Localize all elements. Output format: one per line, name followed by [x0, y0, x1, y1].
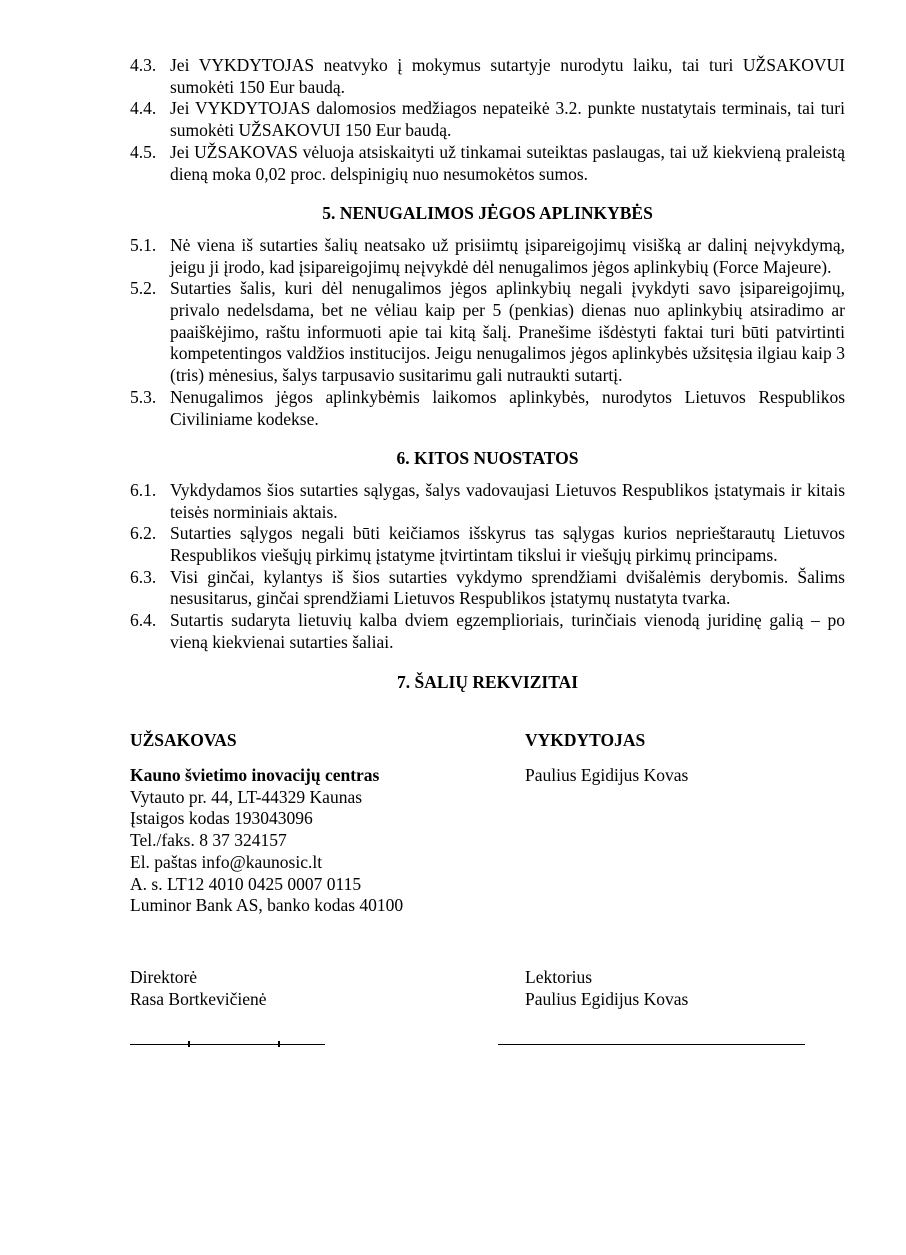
contractor-signature-cell: [525, 1010, 845, 1045]
clause-6-1: [130, 480, 845, 523]
clause-text: Visi ginčai, kylantys iš šios sutarties vykdymo sprendžiami dvišalėmis derybomis. Šalims nesusitarus, ginčai sprendžiami Lietuvos Respublikos įstatymų nustatyta tvarka.: [170, 566, 845, 609]
clause-text: Jei UŽSAKOVAS vėluoja atsiskaityti už tinkamai suteiktas paslaugas, tai už kiekvieną praleistą dieną moka 0,02 proc. delspinigių nuo nesumokėtos sumos.: [170, 141, 845, 184]
customer-signature: [130, 967, 525, 1010]
customer-header: UŽSAKOVAS: [130, 730, 237, 751]
parties-requisites: [130, 730, 845, 917]
clause-6-4: [130, 610, 845, 653]
clause-text: Nenugalimos jėgos aplinkybėmis laikomos aplinkybės, nurodytos Lietuvos Respublikos Civiliniame kodekse.: [170, 386, 845, 429]
section-heading-6: 6. KITOS NUOSTATOS: [396, 448, 579, 469]
section-heading-5: 5. NENUGALIMOS JĖGOS APLINKYBĖS: [322, 203, 653, 224]
contractor-column: [525, 730, 845, 917]
clause-5-3: [130, 387, 845, 430]
customer-signature-line: [130, 1044, 325, 1045]
customer-address: Vytauto pr. 44, LT-44329 Kaunas: [130, 786, 363, 807]
clause-number: 6.2.: [130, 523, 157, 544]
contractor-signature-line: [498, 1044, 805, 1045]
clause-6-2: [130, 523, 845, 566]
customer-signature-cell: [130, 1010, 525, 1045]
contractor-signer-role: Lektorius: [525, 966, 593, 987]
contractor-signature: [525, 967, 845, 1010]
customer-name: Kauno švietimo inovacijų centras: [130, 764, 380, 785]
clause-number: 4.3.: [130, 55, 157, 75]
clause-5-2: [130, 278, 845, 387]
customer-signer-name: Rasa Bortkevičienė: [130, 988, 267, 1009]
clause-text: Jei VYKDYTOJAS dalomosios medžiagos nepateikė 3.2. punkte nustatytais terminais, tai turi sumokėti UŽSAKOVUI 150 Eur baudą.: [170, 98, 845, 141]
customer-email: El. paštas info@kaunosic.lt: [130, 851, 323, 872]
clause-text: Sutartis sudaryta lietuvių kalba dviem egzemplioriais, turinčiais vienodą juridinę galią – po vieną kiekvienai sutarties šaliai.: [170, 610, 845, 652]
clause-4-3: [130, 55, 845, 98]
clause-5-1: [130, 235, 845, 278]
customer-phone: Tel./faks. 8 37 324157: [130, 830, 287, 851]
clause-number: 5.2.: [130, 278, 157, 299]
contractor-header: VYKDYTOJAS: [525, 730, 646, 751]
clause-number: 4.5.: [130, 141, 157, 162]
clause-number: 6.4.: [130, 610, 157, 631]
tick-mark: [188, 1041, 190, 1047]
clause-number: 6.1.: [130, 479, 157, 500]
contractor-signer-name: Paulius Egidijus Kovas: [525, 988, 689, 1009]
clause-text: Sutarties šalis, kuri dėl nenugalimos jėgos aplinkybių negali įvykdyti savo įsipareigojimų, privalo nedelsdama, bet ne vėliau kaip per 5 (penkias) dienas nuo aplinkybių atsiradimo ar paaiškėjimo, raštu informuoti apie tai kitą šalį. Pranešime išdėstyti faktai turi būti patvirtinti kompetentingos valdžios institucijos. Jeigu nenugalimos jėgos aplinkybės užsitęsia ilgiau kaip 3 (tris) mėnesius, šalys tarpusavio susitarimu gali nutraukti sutartį.: [170, 278, 845, 386]
customer-bank-account: A. s. LT12 4010 0425 0007 0115: [130, 873, 362, 894]
signature-block: [130, 967, 845, 1010]
clause-number: 5.3.: [130, 386, 157, 407]
clause-text: Nė viena iš sutarties šalių neatsako už prisiimtų įsipareigojimų visišką ar dalinį neįvykdymą, jeigu ji įrodo, kad įsipareigojimų neįvykdė dėl nenugalimos jėgos aplinkybių (Force Majeure).: [170, 234, 845, 277]
clause-text: Sutarties sąlygos negali būti keičiamos išskyrus tas sąlygas kurios neprieštarautų Lietuvos Respublikos viešųjų pirkimų įstatyme įtvirtintam tikslui ir viešųjų pirkimų principams.: [170, 523, 845, 566]
clause-4-4: [130, 98, 845, 141]
customer-column: [130, 730, 525, 917]
tick-mark: [278, 1041, 280, 1047]
signature-lines-row: [130, 1010, 845, 1045]
clause-number: 5.1.: [130, 234, 157, 255]
clause-number: 4.4.: [130, 98, 157, 119]
customer-bank-name: Luminor Bank AS, banko kodas 40100: [130, 895, 404, 916]
customer-company-code: Įstaigos kodas 193043096: [130, 808, 313, 829]
customer-signer-role: Direktorė: [130, 966, 198, 987]
clause-text: Vykdydamos šios sutarties sąlygas, šalys vadovaujasi Lietuvos Respublikos įstatymais ir kitais teisės norminiais aktais.: [170, 479, 845, 522]
section-heading-7: 7. ŠALIŲ REKVIZITAI: [396, 671, 579, 692]
contractor-name: Paulius Egidijus Kovas: [525, 764, 689, 785]
clause-number: 6.3.: [130, 566, 157, 587]
clause-6-3: [130, 567, 845, 610]
clause-4-5: [130, 142, 845, 185]
clause-text: Jei VYKDYTOJAS neatvyko į mokymus sutartyje nurodytu laiku, tai turi UŽSAKOVUI sumokėti 150 Eur baudą.: [170, 55, 845, 97]
